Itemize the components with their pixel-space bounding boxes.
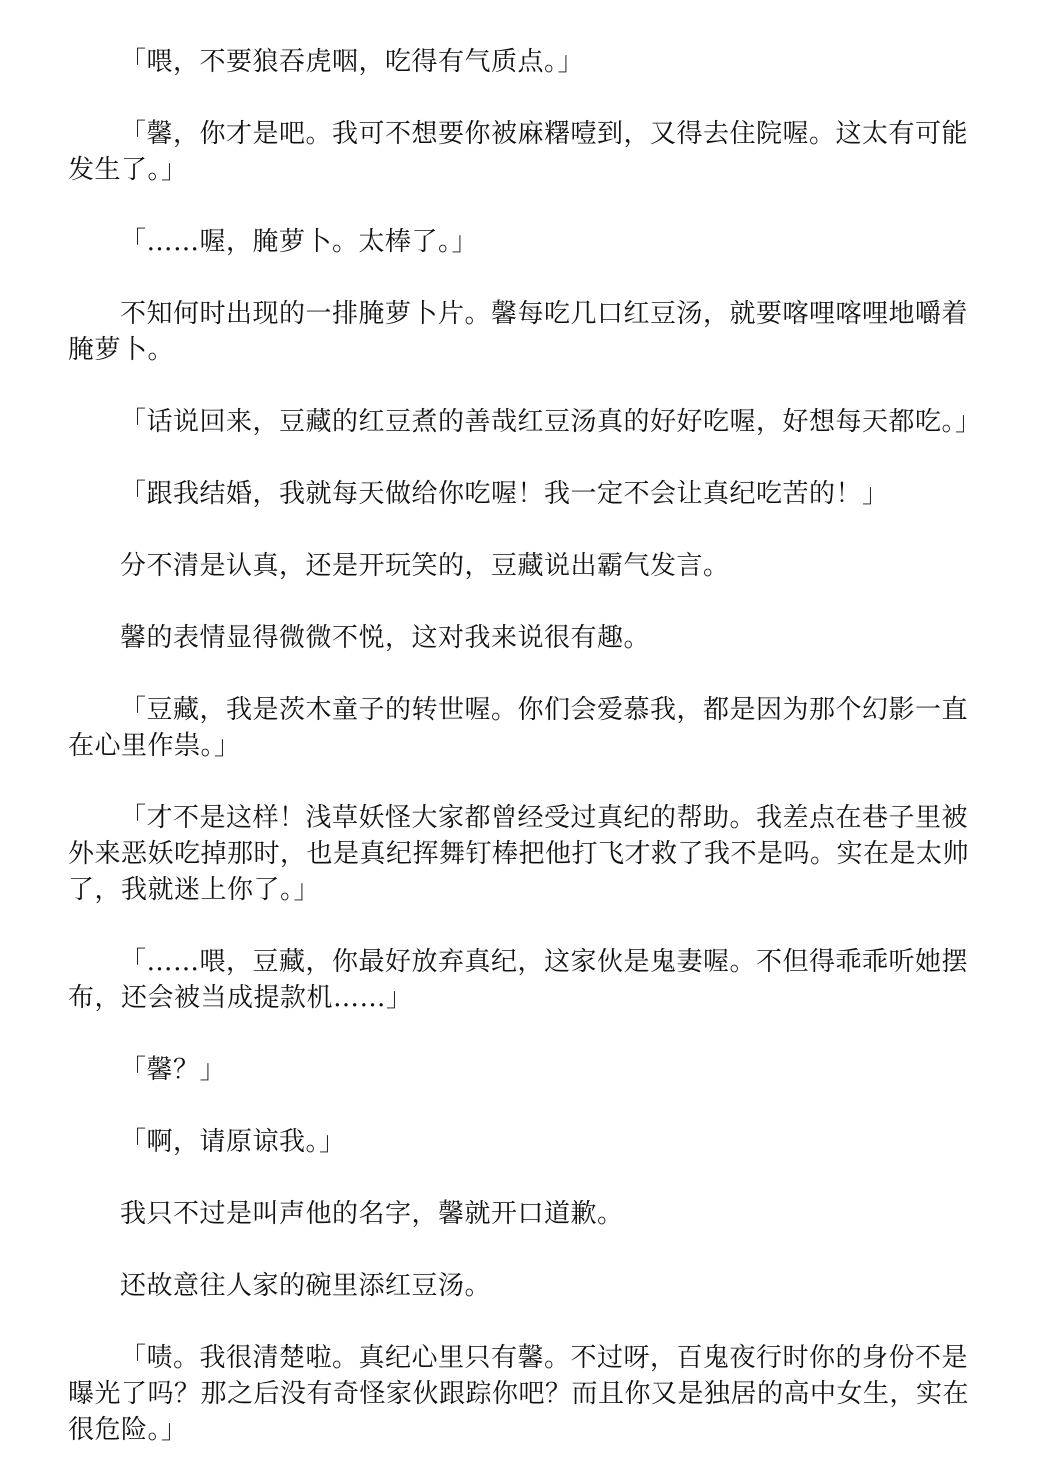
paragraph: 分不清是认真，还是开玩笑的，豆藏说出霸气发言。	[120, 551, 730, 581]
paragraph: 还故意往人家的碗里添红豆汤。	[120, 1271, 492, 1301]
paragraph: 不知何时出现的一排腌萝卜片。馨每吃几口红豆汤，就要喀哩喀哩地嚼着腌萝卜。	[68, 299, 969, 365]
paragraph: 「豆藏，我是茨木童子的转世喔。你们会爱慕我，都是因为那个幻影一直在心里作祟。」	[68, 695, 969, 761]
paragraph: 「啊，请原谅我。」	[120, 1127, 346, 1157]
paragraph: 「……喔，腌萝卜。太棒了。」	[120, 227, 479, 257]
paragraph: 我只不过是叫声他的名字，馨就开口道歉。	[120, 1199, 624, 1229]
document-page	[68, 44, 982, 1484]
paragraph: 「啧。我很清楚啦。真纪心里只有馨。不过呀，百鬼夜行时你的身份不是曝光了吗？那之后没有奇怪家伙跟踪你吧？而且你又是独居的高中女生，实在很危险。」	[68, 1343, 970, 1445]
paragraph: 「喂，不要狼吞虎咽，吃得有气质点。」	[120, 47, 585, 77]
paragraph: 「馨，你才是吧。我可不想要你被麻糬噎到，又得去住院喔。这太有可能发生了。」	[68, 119, 969, 185]
paragraph: 「才不是这样！浅草妖怪大家都曾经受过真纪的帮助。我差点在巷子里被外来恶妖吃掉那时，也是真纪挥舞钉棒把他打飞才救了我不是吗。实在是太帅了，我就迷上你了。」	[68, 803, 970, 905]
paragraph: 「……喂，豆藏，你最好放弃真纪，这家伙是鬼妻喔。不但得乖乖听她摆布，还会被当成提款机……」	[68, 947, 969, 1013]
paragraph: 馨的表情显得微微不悦，这对我来说很有趣。	[120, 623, 651, 653]
paragraph: 「馨？」	[120, 1055, 227, 1085]
paragraph: 「话说回来，豆藏的红豆煮的善哉红豆汤真的好好吃喔，好想每天都吃。」	[120, 407, 982, 437]
paragraph: 「跟我结婚，我就每天做给你吃喔！我一定不会让真纪吃苦的！」	[120, 479, 889, 509]
